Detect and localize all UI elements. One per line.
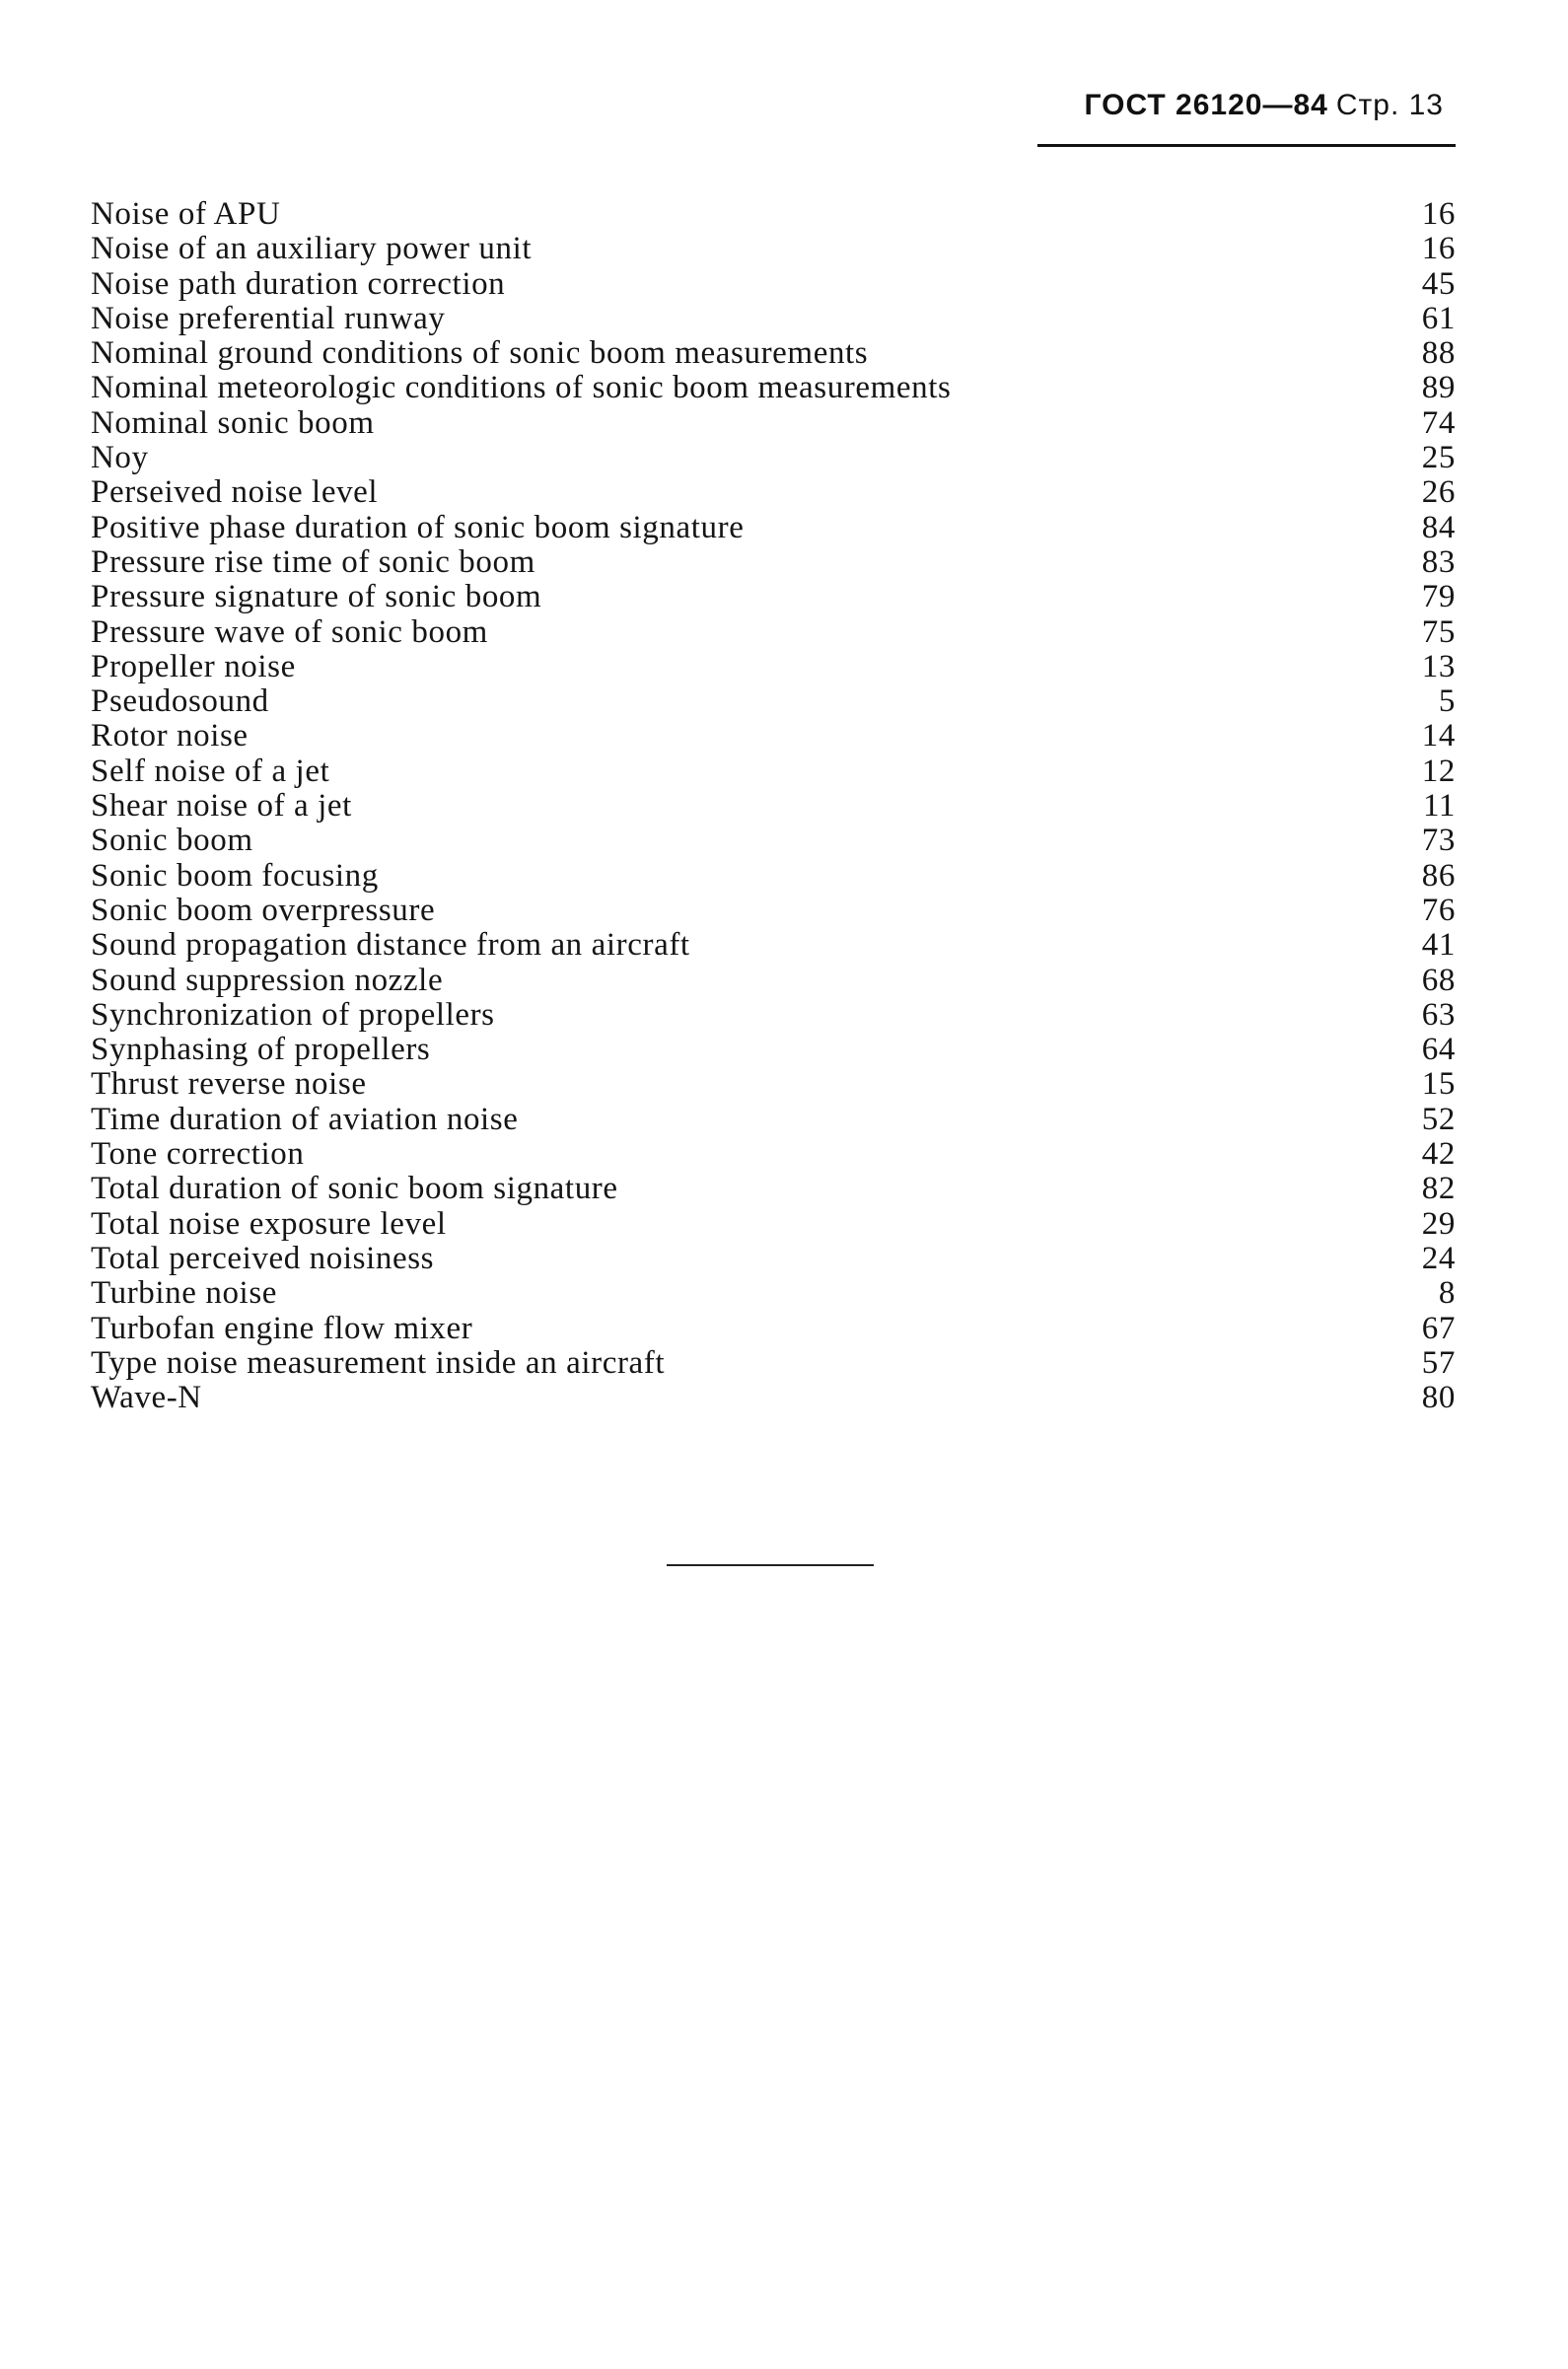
index-entry	[91, 1033, 1456, 1067]
index-entry	[91, 545, 1456, 580]
index-page-number: 15	[1421, 1066, 1456, 1103]
index-entry	[91, 615, 1456, 650]
index-term: Positive phase duration of sonic boom signature	[91, 509, 745, 545]
index-entry	[91, 998, 1456, 1033]
header-rule	[1037, 144, 1456, 147]
index-entry	[91, 1172, 1456, 1206]
index-page-number: 75	[1421, 613, 1456, 650]
index-term: Self noise of a jet	[91, 753, 330, 789]
index-page-number: 76	[1421, 892, 1456, 928]
index-entry	[91, 1207, 1456, 1242]
index-term: Pressure rise time of sonic boom	[91, 543, 535, 580]
index-term: Propeller noise	[91, 648, 296, 684]
index-term: Sonic boom overpressure	[91, 892, 436, 928]
index-page-number: 16	[1421, 231, 1456, 267]
index-page-number: 63	[1421, 996, 1456, 1033]
index-page-number: 89	[1421, 370, 1456, 406]
index-entry	[91, 894, 1456, 928]
page-header	[1085, 89, 1444, 122]
index-entry	[91, 336, 1456, 371]
index-term: Pressure signature of sonic boom	[91, 579, 542, 615]
index-entry	[91, 1067, 1456, 1102]
index-term: Synchronization of propellers	[91, 996, 495, 1033]
index-term: Shear noise of a jet	[91, 788, 352, 825]
index-term: Type noise measurement inside an aircraft	[91, 1344, 666, 1381]
index-term: Turbofan engine flow mixer	[91, 1310, 473, 1346]
index-term: Tone correction	[91, 1136, 305, 1173]
index-entry	[91, 859, 1456, 894]
index-term: Noy	[91, 440, 149, 476]
index-term: Nominal ground conditions of sonic boom measurements	[91, 335, 869, 372]
index-entry	[91, 789, 1456, 824]
index-term: Synphasing of propellers	[91, 1032, 431, 1068]
index-term: Total duration of sonic boom signature	[91, 1171, 618, 1207]
index-entry	[91, 302, 1456, 336]
index-page-number: 88	[1421, 335, 1456, 372]
index-term: Turbine noise	[91, 1275, 278, 1312]
index-page-number: 61	[1421, 300, 1456, 336]
index-entry	[91, 719, 1456, 754]
index-entry	[91, 754, 1456, 789]
index-entry	[91, 232, 1456, 266]
index-term: Nominal meteorologic conditions of sonic boom measurements	[91, 370, 952, 406]
index-page-number: 64	[1421, 1032, 1456, 1068]
index-term: Pressure wave of sonic boom	[91, 613, 488, 650]
index-page-number: 57	[1421, 1344, 1456, 1381]
index-entry	[91, 1103, 1456, 1137]
index-entry	[91, 371, 1456, 405]
page-number: Стр. 13	[1335, 89, 1444, 121]
index-entry	[91, 964, 1456, 998]
index-page-number: 74	[1421, 404, 1456, 441]
index-term: Rotor noise	[91, 718, 249, 754]
index-entry	[91, 1312, 1456, 1346]
index-term: Wave-N	[91, 1380, 202, 1416]
index-page-number: 68	[1421, 962, 1456, 998]
index-entry	[91, 1137, 1456, 1172]
index-page-number: 5	[1438, 683, 1456, 720]
index-page-number: 8	[1438, 1275, 1456, 1312]
index-entry	[91, 1346, 1456, 1381]
index-entry	[91, 824, 1456, 858]
index-page-number: 73	[1421, 823, 1456, 859]
index-page-number: 26	[1421, 474, 1456, 511]
index-term: Total noise exposure level	[91, 1205, 447, 1242]
index-page-number: 29	[1421, 1205, 1456, 1242]
index-term: Time duration of aviation noise	[91, 1101, 519, 1137]
index-page-number: 13	[1421, 648, 1456, 684]
index-term: Total perceived noisiness	[91, 1240, 435, 1276]
index-entry	[91, 1381, 1456, 1415]
index-entry	[91, 1242, 1456, 1276]
index-page-number: 24	[1421, 1240, 1456, 1276]
index-page-number: 41	[1421, 927, 1456, 964]
index-term: Thrust reverse noise	[91, 1066, 367, 1103]
index-entry	[91, 928, 1456, 963]
index-page-number: 25	[1421, 440, 1456, 476]
index-page-number: 42	[1421, 1136, 1456, 1173]
index-term: Perseived noise level	[91, 474, 379, 511]
index-entry	[91, 267, 1456, 302]
term-index-list	[91, 197, 1456, 1415]
index-page-number: 52	[1421, 1101, 1456, 1137]
index-entry	[91, 511, 1456, 545]
index-page-number: 12	[1421, 753, 1456, 789]
index-page-number: 80	[1421, 1380, 1456, 1416]
index-entry	[91, 406, 1456, 441]
end-rule	[667, 1564, 874, 1566]
index-term: Noise of an auxiliary power unit	[91, 231, 533, 267]
index-entry	[91, 684, 1456, 719]
index-page-number: 11	[1423, 788, 1456, 825]
standard-number: ГОСТ 26120—84	[1084, 89, 1328, 121]
index-entry	[91, 475, 1456, 510]
index-page-number: 14	[1421, 718, 1456, 754]
index-page-number: 79	[1421, 579, 1456, 615]
index-entry	[91, 1276, 1456, 1311]
index-term: Pseudosound	[91, 683, 269, 720]
index-entry	[91, 580, 1456, 614]
index-entry	[91, 441, 1456, 475]
index-term: Nominal sonic boom	[91, 404, 375, 441]
index-page-number: 16	[1421, 196, 1456, 232]
index-page-number: 83	[1421, 543, 1456, 580]
index-term: Noise path duration correction	[91, 265, 506, 302]
index-entry	[91, 650, 1456, 684]
index-entry	[91, 197, 1456, 232]
index-page-number: 84	[1421, 509, 1456, 545]
index-term: Noise preferential runway	[91, 300, 446, 336]
index-page-number: 67	[1421, 1310, 1456, 1346]
index-page-number: 45	[1421, 265, 1456, 302]
index-term: Sonic boom focusing	[91, 857, 379, 894]
index-term: Noise of APU	[91, 196, 281, 232]
index-page-number: 82	[1421, 1171, 1456, 1207]
index-term: Sonic boom	[91, 823, 253, 859]
index-term: Sound suppression nozzle	[91, 962, 444, 998]
index-term: Sound propagation distance from an aircraft	[91, 927, 690, 964]
index-page-number: 86	[1421, 857, 1456, 894]
